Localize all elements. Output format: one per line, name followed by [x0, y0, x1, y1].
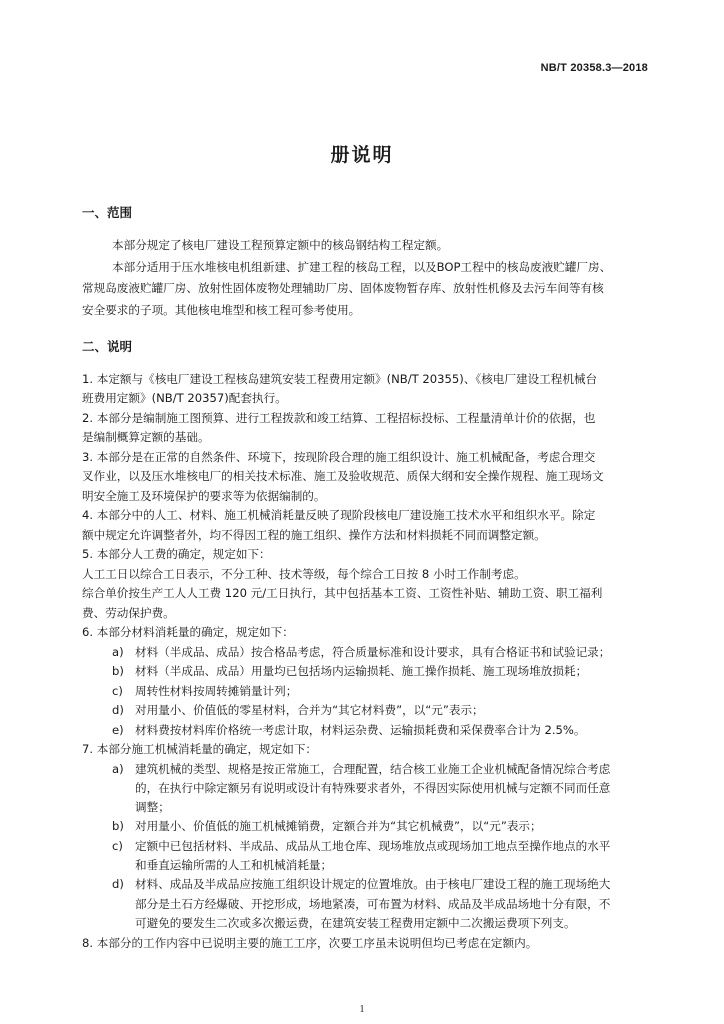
list-item-label: e): [112, 722, 124, 737]
paragraph-line: 综合单价按生产工人人工费 120 元/工日执行，其中包括基本工资、工资性补贴、辅助工资、职工福利: [82, 585, 603, 600]
list-item: 材料、成品及半成品应按施工组织设计规定的位置堆放。由于核电厂建设工程的施工现场绝大: [135, 877, 611, 892]
list-item: 的，在执行中除定额另有说明或设计有特殊要求者外，不得因实际使用机械与定额不同而任意: [135, 780, 611, 795]
list-item: 对用量小、价值低的施工机械摊销费，定额合并为“其它机械费”，以“元”表示；: [135, 819, 542, 834]
paragraph-line: 本部分适用于压水堆核电机组新建、扩建工程的核岛工程，以及BOP工程中的核岛废液贮罐厂房、: [112, 260, 612, 274]
list-item: 材料（半成品、成品）按合格品考虑，符合质量标准和设计要求，具有合格证书和试验记录；: [135, 644, 611, 659]
list-item-label: c): [112, 839, 123, 854]
list-item-label: a): [112, 644, 124, 659]
paragraph-line: 额中规定允许调整者外，均不得因工程的施工组织、操作方法和材料损耗不同而调整定额。: [82, 528, 546, 543]
list-item: 材料费按材料库价格统一考虑计取，材料运杂费、运输损耗费和采保费率合计为 2.5%。: [135, 722, 586, 737]
paragraph-line: 安全要求的子项。其他核电堆型和核工程可参考使用。: [82, 303, 361, 317]
page-number: 1: [359, 1004, 365, 1015]
list-item-label: d): [112, 877, 124, 892]
list-item: 建筑机械的类型、规格是按正常施工，合理配置，结合核工业施工企业机械配备情况综合考虑: [135, 761, 611, 776]
paragraph-line: 2. 本部分是编制施工图预算、进行工程拨款和竣工结算、工程招标投标、工程量清单计价的依据，也: [82, 411, 596, 426]
paragraph-line: 4. 本部分中的人工、材料、施工机械消耗量反映了现阶段核电厂建设施工技术水平和组织水平。除定: [82, 508, 596, 523]
list-item: 对用量小、价值低的零星材料，合并为“其它材料费”，以“元”表示；: [135, 702, 484, 717]
page-title: 册说明: [330, 144, 394, 166]
standard-code: NB/T 20358.3—2018: [540, 62, 648, 74]
list-item-label: b): [112, 663, 124, 678]
list-item-label: c): [112, 683, 123, 698]
list-item-label: d): [112, 702, 124, 717]
paragraph-line: 8. 本部分的工作内容中已说明主要的施工工序，次要工序虽未说明但均已考虑在定额内。: [82, 936, 538, 951]
paragraph-line: 人工工日以综合工日表示，不分工种、技术等级，每个综合工日按 8 小时工作制考虑。: [82, 566, 526, 581]
paragraph-line: 1. 本定额与《核电厂建设工程核岛建筑安装工程费用定额》(NB/T 20355)、《核电厂建设工程机械台: [82, 372, 598, 387]
list-item-label: a): [112, 761, 124, 776]
list-item: 部分是土石方经爆破、开挖形成，场地紧凑，可布置为材料、成品及半成品场地十分有限，不: [135, 897, 611, 912]
list-item: 调整；: [135, 800, 170, 815]
list-item: 材料（半成品、成品）用量均已包括场内运输损耗、施工操作损耗、施工现场堆放损耗；: [135, 663, 588, 678]
section-heading-notes: 二、说明: [82, 339, 133, 354]
list-item: 可避免的要发生二次或多次搬运费，在建筑安装工程费用定额中二次搬运费项下列支。: [135, 916, 576, 931]
paragraph-line: 本部分规定了核电厂建设工程预算定额中的核岛钢结构工程定额。: [112, 238, 449, 252]
paragraph-line: 班费用定额》(NB/T 20357)配套执行。: [82, 391, 287, 406]
paragraph-line: 常规岛废液贮罐厂房、放射性固体废物处理辅助厂房、固体废物暂存库、放射性机修及去污车间等有核: [82, 281, 604, 295]
list-item: 和垂直运输所需的人工和机械消耗量；: [135, 858, 333, 873]
paragraph-line: 叉作业，以及压水堆核电厂的相关技术标准、施工及验收规范、质保大纲和安全操作规程、施工现场文: [82, 469, 604, 484]
paragraph-line: 费、劳动保护费。: [82, 605, 175, 620]
paragraph-line: 5. 本部分人工费的确定，规定如下：: [82, 547, 271, 562]
paragraph-line: 6. 本部分材料消耗量的确定，规定如下：: [82, 624, 294, 639]
paragraph-line: 明安全施工及环境保护的要求等为依据编制的。: [82, 489, 326, 504]
list-item: 定额中已包括材料、半成品、成品从工地仓库、现场堆放点或现场加工地点至操作地点的水平: [135, 839, 611, 854]
paragraph-line: 3. 本部分是在正常的自然条件、环境下，按现阶段合理的施工组织设计、施工机械配备，考虑合理交: [82, 450, 596, 465]
list-item: 周转性材料按周转摊销量计列；: [135, 683, 298, 698]
paragraph-line: 是编制概算定额的基础。: [82, 430, 210, 445]
list-item-label: b): [112, 819, 124, 834]
section-heading-scope: 一、范围: [82, 205, 133, 220]
paragraph-line: 7. 本部分施工机械消耗量的确定，规定如下：: [82, 741, 318, 756]
